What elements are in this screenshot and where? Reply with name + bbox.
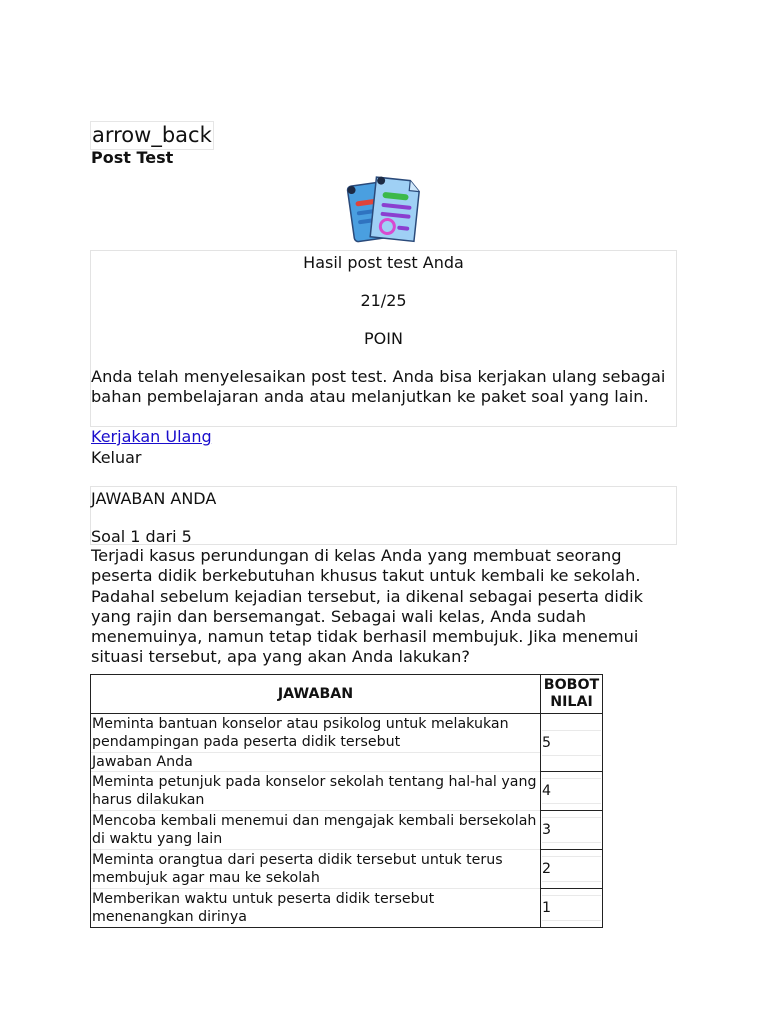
exit-button[interactable]: Keluar xyxy=(91,448,142,467)
retry-link[interactable]: Kerjakan Ulang xyxy=(91,427,212,446)
table-row xyxy=(91,714,603,753)
table-row xyxy=(91,850,603,889)
result-box xyxy=(90,250,677,427)
page-title: Post Test xyxy=(91,148,174,167)
result-message: Anda telah menyelesaikan post test. Anda bisa kerjakan ulang sebagai bahan pembelajaran anda atau melanjutkan ke paket soal yang lain. xyxy=(91,367,666,406)
your-answer-row xyxy=(91,753,603,772)
answer-text: Meminta orangtua dari peserta didik tersebut untuk terus membujuk agar mau ke sekolah xyxy=(91,850,541,889)
weight-cell xyxy=(541,772,603,811)
answer-text: Meminta petunjuk pada konselor sekolah tentang hal-hal yang harus dilakukan xyxy=(91,772,541,811)
back-button[interactable]: arrow_back xyxy=(90,121,214,150)
documents-report-icon xyxy=(345,173,423,247)
result-score: 21/25 xyxy=(360,291,407,310)
weight-cell xyxy=(541,811,603,850)
answer-table xyxy=(90,674,603,928)
weight-value: 3 xyxy=(542,817,601,843)
table-header-row xyxy=(91,675,603,714)
weight-value: 2 xyxy=(542,856,601,882)
table-row xyxy=(91,772,603,811)
question-text: Terjadi kasus perundungan di kelas Anda yang membuat seorang peserta didik berkebutuhan khusus takut untuk kembali ke sekolah. Padahal sebelum kejadian tersebut, ia dikenal sebagai peserta didik yang rajin dan bersemangat. Sebagai wali kelas, Anda sudah menemuinya, namun tetap tidak berhasil membujuk. Jika menemui situasi tersebut, apa yang akan Anda lakukan? xyxy=(91,546,644,667)
weight-cell xyxy=(541,714,603,772)
column-header-answer: JAWABAN xyxy=(91,675,541,714)
answer-text: Memberikan waktu untuk peserta didik tersebut menenangkan dirinya xyxy=(91,889,541,928)
weight-cell xyxy=(541,850,603,889)
weight-cell xyxy=(541,889,603,928)
your-answer-label: Jawaban Anda xyxy=(91,753,541,772)
answer-text: Mencoba kembali menemui dan mengajak kembali bersekolah di waktu yang lain xyxy=(91,811,541,850)
result-heading: Hasil post test Anda xyxy=(303,253,464,272)
answer-text: Meminta bantuan konselor atau psikolog untuk melakukan pendampingan pada peserta didik tersebut xyxy=(91,714,541,753)
question-counter: Soal 1 dari 5 xyxy=(91,527,192,546)
answers-heading: JAWABAN ANDA xyxy=(91,489,217,508)
weight-value: 4 xyxy=(542,778,601,804)
result-unit: POIN xyxy=(364,329,403,348)
table-row xyxy=(91,889,603,928)
table-row xyxy=(91,811,603,850)
answers-box xyxy=(90,486,677,545)
column-header-weight: BOBOT NILAI xyxy=(541,675,603,714)
weight-value: 5 xyxy=(542,730,601,756)
weight-value: 1 xyxy=(542,895,601,921)
